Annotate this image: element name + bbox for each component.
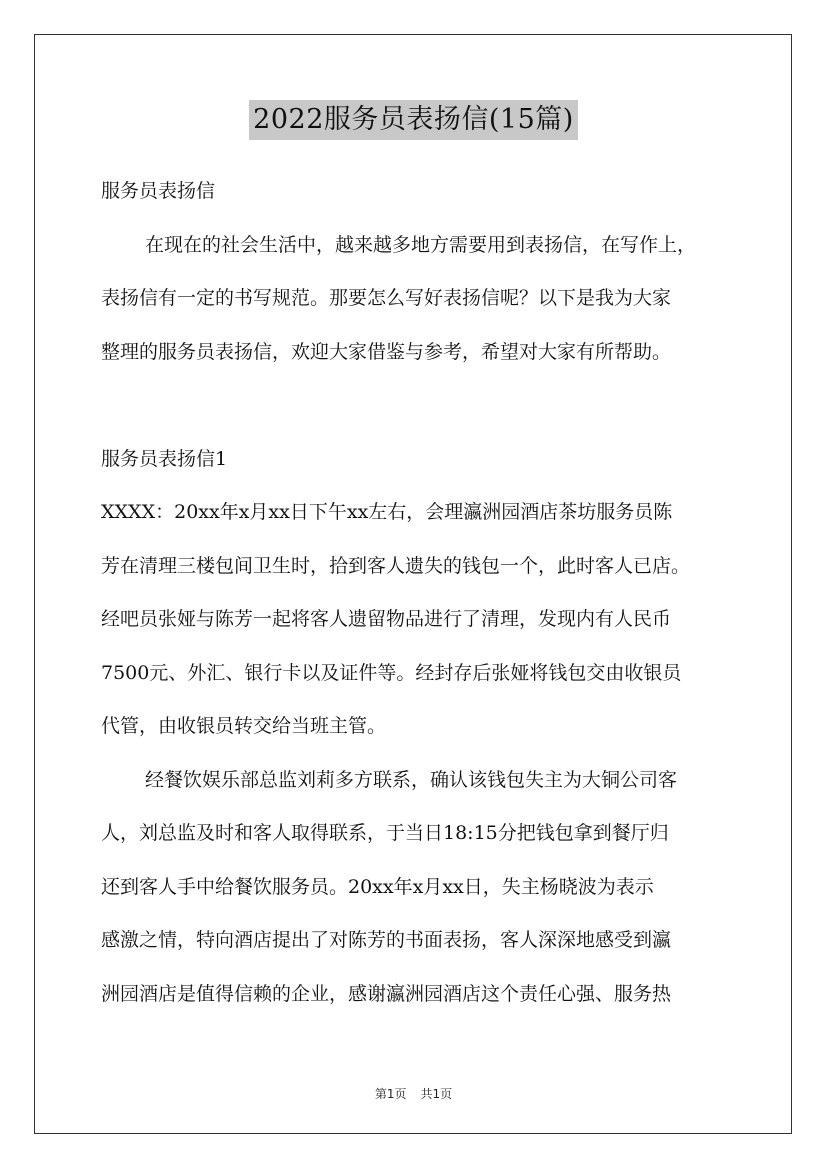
section1-heading: 服务员表扬信1: [101, 447, 228, 470]
section-heading: 服务员表扬信: [101, 180, 216, 202]
body-line: 经餐饮娱乐部总监刘莉多方联系，确认该钱包失主为大铜公司客: [145, 768, 678, 791]
paragraph-gap: [101, 379, 741, 433]
title-container: [0, 100, 827, 140]
body-line: XXXX：20xx年x月xx日下午xx左右，会理瀛洲园酒店茶坊服务员陈: [101, 501, 673, 523]
intro-line: 整理的服务员表扬信，欢迎大家借鉴与参考，希望对大家有所帮助。: [101, 340, 672, 363]
body-line: 芳在清理三楼包间卫生时，拾到客人遗失的钱包一个，此时客人已店。: [101, 554, 691, 577]
page-number: 第1页: [374, 1087, 407, 1101]
page-total: 共1页: [420, 1087, 453, 1101]
document-body: [101, 165, 741, 1021]
intro-line: 表扬信有一定的书写规范。那要怎么写好表扬信呢？以下是我为大家: [101, 287, 672, 309]
document-title: 2022服务员表扬信(15篇): [249, 100, 578, 140]
intro-line: 在现在的社会生活中，越来越多地方需要用到表扬信，在写作上，: [145, 233, 697, 256]
body-line: 洲园酒店是值得信赖的企业，感谢瀛洲园酒店这个责任心强、服务热: [101, 982, 672, 1005]
body-line: 7500元、外汇、银行卡以及证件等。经封存后张娅将钱包交由收银员: [101, 661, 682, 684]
body-line: 还到客人手中给餐饮服务员。20xx年x月xx日，失主杨晓波为表示: [101, 875, 654, 898]
body-line: 感激之情，特向酒店提出了对陈芳的书面表扬，客人深深地感受到瀛: [101, 929, 672, 951]
body-line: 经吧员张娅与陈芳一起将客人遗留物品进行了清理，发现内有人民币: [101, 608, 672, 630]
page-footer: [0, 1085, 827, 1102]
body-line: 人，刘总监及时和客人取得联系，于当日18:15分把钱包拿到餐厅归: [101, 822, 669, 844]
body-line: 代管，由收银员转交给当班主管。: [101, 715, 387, 737]
